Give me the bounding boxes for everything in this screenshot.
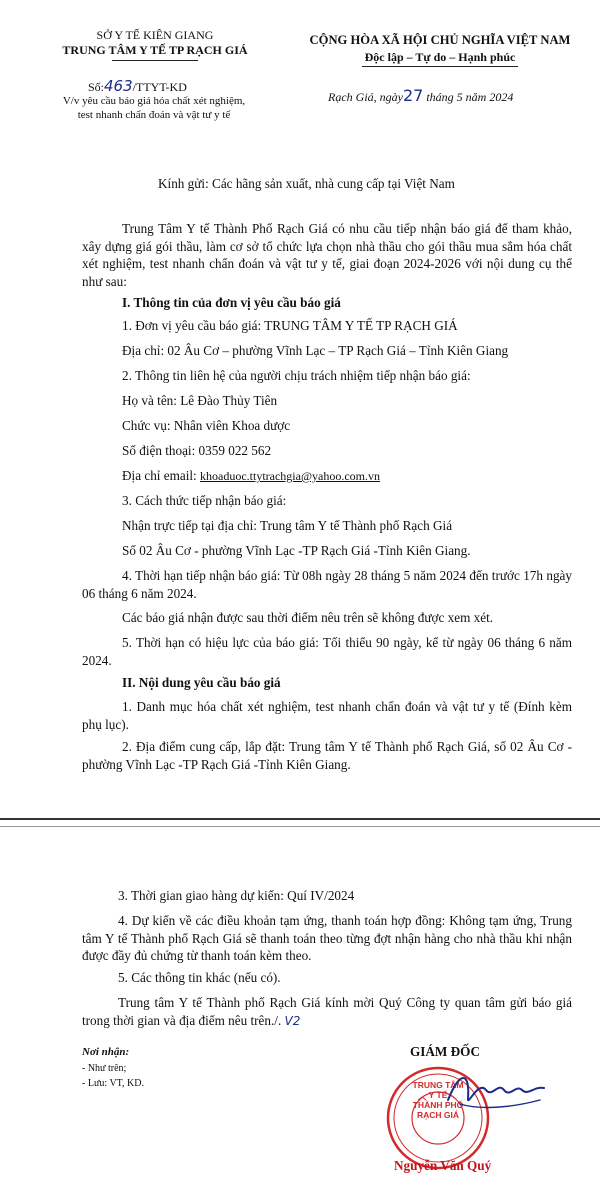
- section-1-heading: I. Thông tin của đơn vị yêu cầu báo giá: [122, 295, 341, 310]
- recipient-1: - Như trên;: [82, 1063, 127, 1074]
- closing-text: Trung tâm Y tế Thành phố Rạch Giá kính mời Quý Công ty quan tâm gửi báo giá trong thời gian và địa điểm nêu trên./.: [82, 995, 572, 1028]
- s2-item-2: 2. Địa điểm cung cấp, lắp đặt: Trung tâm Y tế Thành phố Rạch Giá, số 02 Âu Cơ - phường Vĩnh Lạc -TP Rạch Giá -Tỉnh Kiên Giang.: [82, 739, 572, 772]
- s1-receive-direct: Nhận trực tiếp tại địa chỉ: Trung tâm Y tế Thành phố Rạch Giá: [122, 518, 453, 533]
- s1-contact-position: Chức vụ: Nhân viên Khoa dược: [122, 418, 291, 433]
- stamp-text-mid: Y TẾ: [428, 1090, 448, 1100]
- email-link[interactable]: khoaduoc.ttytrachgia@yahoo.com.vn: [200, 469, 380, 483]
- closing-initial: V2: [284, 1013, 301, 1028]
- subject-line-1: V/v yêu cầu báo giá hóa chất xét nghiệm,: [62, 95, 246, 107]
- closing-paragraph: [82, 994, 572, 1030]
- s1-item-1: 1. Đơn vị yêu cầu báo giá: TRUNG TÂM Y TẾ TP RẠCH GIÁ: [122, 318, 458, 333]
- signer-name: Nguyễn Văn Quý: [394, 1158, 492, 1173]
- signature-stroke-main: [448, 1078, 544, 1100]
- s1-late-note: Các báo giá nhận được sau thời điểm nêu trên sẽ không được xem xét.: [122, 610, 494, 625]
- s2-item-4: 4. Dự kiến về các điều khoản tạm ứng, thanh toán hợp đồng: Không tạm ứng, Trung tâm Y tế Thành phố Rạch Giá sẽ thanh toán theo từng đợt nhận hàng cho nhà thầu khi nhận được đầy đủ chứng từ thanh toán kèm theo.: [82, 913, 572, 963]
- date-suffix: tháng 5 năm 2024: [426, 90, 514, 104]
- page-break-top-rule: [0, 818, 600, 820]
- motto: Độc lập – Tự do – Hạnh phúc: [364, 50, 516, 64]
- s1-contact-email-row: [122, 468, 380, 484]
- signature-graphic: [440, 1060, 560, 1120]
- signer-title: GIÁM ĐỐC: [410, 1044, 480, 1059]
- s2-item-5: 5. Các thông tin khác (nếu có).: [118, 970, 281, 985]
- stamp-text-mid2: THÀNH PHỐ: [412, 1100, 464, 1110]
- s1-item-3: 3. Cách thức tiếp nhận báo giá:: [122, 493, 287, 508]
- motto-underline: [362, 66, 518, 67]
- doc-number: [88, 77, 187, 95]
- place-date-prefix: Rạch Giá, ngày: [328, 90, 403, 104]
- s1-address: Địa chỉ: 02 Âu Cơ – phường Vĩnh Lạc – TP Rạch Giá – Tỉnh Kiên Giang: [122, 343, 509, 358]
- agency-name: TRUNG TÂM Y TẾ TP RẠCH GIÁ: [62, 43, 248, 57]
- s2-item-3: 3. Thời gian giao hàng dự kiến: Quí IV/2024: [118, 888, 355, 903]
- handwritten-signature: [440, 1060, 560, 1120]
- agency-parent: SỞ Y TẾ KIÊN GIANG: [96, 28, 214, 42]
- subject-line-2: test nhanh chẩn đoán và vật tư y tế: [77, 109, 231, 121]
- intro-paragraph: Trung Tâm Y tế Thành Phố Rạch Giá có nhu cầu tiếp nhận báo giá để tham khảo, xây dựng giá gói thầu, làm cơ sở tổ chức lựa chọn nhà thầu cho gói thầu mua sắm hóa chất xét nghiệm, test nhanh chẩn đoán và vật tư y tế, giai đoạn 2024-2026 với nội dung cụ thể như sau:: [82, 221, 572, 289]
- place-date: [328, 86, 513, 105]
- s1-contact-phone: Số điện thoại: 0359 022 562: [122, 443, 272, 458]
- recipient-2: - Lưu: VT, KD.: [82, 1078, 144, 1089]
- signature-stroke-under: [460, 1100, 540, 1107]
- doc-number-suffix: /TTYT-KD: [132, 80, 187, 94]
- date-day-handwritten: 27: [402, 86, 424, 105]
- s1-item-4: 4. Thời hạn tiếp nhận báo giá: Từ 08h ngày 28 tháng 5 năm 2024 đến trước 17h ngày 06 tháng 6 năm 2024.: [82, 568, 572, 601]
- doc-number-handwritten: 463: [104, 77, 133, 95]
- page-break-bottom-rule: [0, 826, 600, 827]
- stamp-text-bot: RẠCH GIÁ: [416, 1110, 460, 1120]
- page-break: [0, 818, 600, 830]
- nation-title: CỘNG HÒA XÃ HỘI CHỦ NGHĨA VIỆT NAM: [309, 33, 571, 47]
- s2-item-1: 1. Danh mục hóa chất xét nghiệm, test nhanh chẩn đoán và vật tư y tế (Đính kèm phụ lục).: [82, 699, 572, 732]
- section-2-heading: II. Nội dung yêu cầu báo giá: [122, 675, 281, 690]
- email-label: Địa chỉ email:: [122, 468, 197, 483]
- s1-item-2: 2. Thông tin liên hệ của người chịu trách nhiệm tiếp nhận báo giá:: [122, 368, 471, 383]
- stamp-text-top: TRUNG TÂM: [412, 1080, 464, 1090]
- agency-underline: [112, 60, 198, 61]
- s1-contact-name: Họ và tên: Lê Đào Thủy Tiên: [122, 393, 278, 408]
- doc-number-prefix: Số:: [88, 80, 105, 94]
- addressee: Kính gửi: Các hãng sản xuất, nhà cung cấp tại Việt Nam: [158, 176, 455, 191]
- recipients-label: Nơi nhận:: [82, 1046, 130, 1058]
- s1-item-5: 5. Thời hạn có hiệu lực của báo giá: Tối thiểu 90 ngày, kể từ ngày 06 tháng 6 năm 2024.: [82, 635, 572, 668]
- s1-receive-address: Số 02 Âu Cơ - phường Vĩnh Lạc -TP Rạch Giá -Tỉnh Kiên Giang.: [122, 543, 471, 558]
